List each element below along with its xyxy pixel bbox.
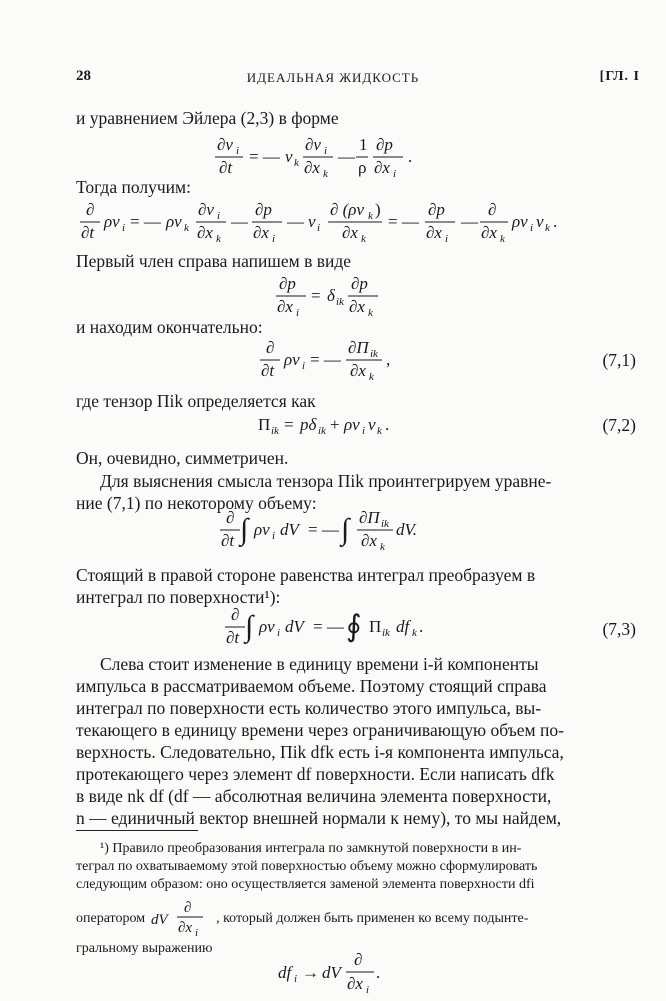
svg-text:k: k [294,157,299,169]
svg-text:i: i [317,222,321,234]
svg-text:Π: Π [258,415,271,434]
svg-text:∂x: ∂x [350,361,366,380]
svg-text:∂: ∂ [266,338,275,357]
svg-text:k: k [369,371,374,383]
svg-text:i: i [236,145,240,157]
svg-text:∂v: ∂v [198,200,214,219]
svg-text:k: k [545,222,550,234]
svg-text:ik: ik [318,425,326,437]
svg-text:= —: = — [249,147,280,166]
svg-text:∮: ∮ [346,610,362,643]
footnote-l3: следующим образом: оно осуществляется заменой элемента поверхности dfi [76,877,535,892]
svg-text:.: . [553,212,558,231]
running-head: ИДЕАЛЬНАЯ ЖИДКОСТЬ [246,70,420,85]
svg-text:∂: ∂ [86,200,95,219]
equation-number-7-2: (7,2) [602,415,636,435]
svg-text:k: k [216,233,221,245]
svg-text:i: i [324,145,328,157]
paragraph-euler-intro: и уравнением Эйлера (2,3) в форме [76,108,339,128]
svg-text:∂t: ∂t [81,223,95,242]
paragraph-explanation-l6: протекающего через элемент df поверхности. Если написать dfk [76,764,555,784]
operator-dv-d-dx [151,900,211,938]
svg-text:δ: δ [327,286,335,305]
svg-text:k: k [323,168,328,180]
footnote-l4-prefix: оператором [76,911,146,927]
svg-text:∂: ∂ [231,605,240,624]
paragraph-transform-l2: интеграл по поверхности¹): [76,587,281,607]
svg-text:∂x: ∂x [481,223,497,242]
svg-text:k: k [412,627,417,639]
svg-text:∂x: ∂x [374,158,390,177]
svg-text:k: k [377,425,382,437]
page-number: 28 [76,68,91,84]
svg-text:∂x: ∂x [361,531,377,550]
svg-text:∂t: ∂t [221,531,235,550]
svg-text:∂v: ∂v [217,135,233,154]
paragraph-explanation-l1: Слева стоит изменение в единицу времени i-й компоненты [100,654,539,674]
svg-text:—: — [231,212,248,231]
svg-text:ik: ik [382,627,390,639]
svg-text:∂: ∂ [183,900,192,916]
svg-text:dV: dV [150,912,168,928]
svg-text:k: k [500,233,505,245]
svg-text:= —: = — [388,212,419,231]
svg-text:∂: ∂ [488,200,497,219]
svg-text:.: . [408,147,413,166]
svg-text:= —: = — [130,212,161,231]
svg-text:∂x: ∂x [177,920,192,936]
svg-text:∂x: ∂x [277,297,293,316]
paragraph-first-term: Первый член справа напишем в виде [76,251,352,271]
paragraph-explanation-l4: текающего в единицу времени через ограничивающую объем по- [76,720,564,740]
equation-7-2 [0,410,666,445]
footnote-l4 [76,900,528,938]
equation-7-1 [0,338,666,389]
paragraph-explanation-l2: импульса в рассматриваемом объеме. Поэтому стоящий справа [76,676,547,696]
svg-text:i: i [294,973,298,985]
paragraph-finally: и находим окончательно: [76,317,263,337]
footnote-l1: ¹) Правило преобразования интеграла по замкнутой поверхности в ин- [100,841,522,856]
svg-text:∂: ∂ [226,508,235,527]
svg-text:k: k [361,233,366,245]
svg-text:∂t: ∂t [226,628,240,647]
footnote-rule [76,830,198,831]
svg-text:→: → [302,963,319,982]
svg-text:1: 1 [359,135,368,154]
svg-text:—: — [287,212,304,231]
svg-text:i: i [296,307,300,319]
svg-text:+: + [330,415,340,434]
paragraph-explanation-l7: в виде nk df (df — абсолютная величина элемента поверхности, [76,786,552,806]
svg-text:∂p: ∂p [428,200,445,219]
footnote-l5: гральному выражению [76,941,213,956]
svg-text:—: — [461,212,478,231]
equation-momentum-derivation [76,200,596,251]
svg-text:∂p: ∂p [279,274,296,293]
svg-text:∫: ∫ [240,513,249,546]
svg-text:∂x: ∂x [253,223,269,242]
svg-text:ik: ik [381,518,389,530]
svg-text:= —: = — [310,350,341,369]
equation-number-7-1: (7,1) [602,350,636,370]
paragraph-transform-l1: Стоящий в правой стороне равенства интеграл преобразуем в [76,565,536,585]
svg-text:ρv: ρv [166,212,182,231]
svg-text:,: , [386,350,391,369]
svg-text:v: v [285,147,293,166]
svg-text:v: v [536,212,544,231]
svg-text:∂Π: ∂Π [359,508,380,527]
svg-text:∂v: ∂v [305,135,321,154]
svg-text:i: i [366,984,370,996]
svg-text:i: i [272,530,276,542]
svg-text:= —: = — [308,520,339,539]
svg-text:i: i [277,627,281,639]
footnote-l2: теграл по охватываемому этой поверхностью объему можно сформулировать [76,859,538,874]
svg-text:ρ: ρ [358,158,367,177]
svg-text:.: . [376,963,381,982]
paragraph-integrate-l2: ние (7,1) по некоторому объему: [76,493,317,513]
svg-text:∂t: ∂t [261,361,275,380]
paragraph-integrate-l1: Для выяснения смысла тензора Πik проинтегрируем уравне- [100,471,552,491]
svg-text:∂x: ∂x [342,223,358,242]
svg-text:ik: ik [271,425,279,437]
svg-text:v: v [368,415,376,434]
svg-text:k: k [368,210,373,222]
svg-text:dV: dV [322,963,341,982]
svg-text:∂x: ∂x [426,223,442,242]
svg-text:ρv: ρv [259,617,275,636]
svg-text:= —: = — [313,617,344,636]
paragraph-symmetric: Он, очевидно, симметричен. [76,448,289,468]
svg-text:∂Π: ∂Π [348,338,369,357]
svg-text:=: = [284,415,294,434]
svg-text:k: k [380,541,385,553]
svg-text:i: i [362,425,366,437]
svg-text:∫: ∫ [341,513,350,546]
equation-footnote-operator [0,950,666,1001]
svg-text:ρv: ρv [104,212,120,231]
svg-text:i: i [194,927,198,939]
svg-text:k: k [368,307,373,319]
svg-text:∂ (ρv: ∂ (ρv [330,200,365,219]
svg-text:pδ: pδ [300,415,317,434]
svg-text:df: df [278,963,292,982]
svg-text:v: v [308,212,316,231]
svg-text:∫: ∫ [245,610,254,643]
svg-text:ρv: ρv [512,212,528,231]
paragraph-explanation-l5: верхность. Следовательно, Πik dfk есть i-я компонента импульса, [76,742,564,762]
svg-text:∂t: ∂t [219,158,233,177]
svg-text:∂x: ∂x [304,158,320,177]
svg-text:∂p: ∂p [376,135,393,154]
svg-text:ρv: ρv [344,415,360,434]
svg-text:∂x: ∂x [347,974,363,993]
svg-text:Π: Π [369,617,382,636]
paragraph-explanation-l8: n — единичный вектор внешней нормали к нему), то мы найдем, [76,808,562,828]
footnote-l4-suffix: , который должен быть применен ко всему подынте- [216,911,529,927]
svg-text:ρv: ρv [284,350,300,369]
svg-text:i: i [530,222,534,234]
svg-text:∂: ∂ [354,950,363,969]
svg-text:i: i [217,210,221,222]
svg-text:k: k [184,222,189,234]
svg-text:ρv: ρv [254,520,270,539]
svg-text:∂p: ∂p [351,274,368,293]
chapter-label: [ГЛ. I [599,69,640,84]
svg-text:df: df [396,617,410,636]
svg-text:ik: ik [370,348,378,360]
equation-7-3 [0,603,666,658]
paragraph-explanation-l3: интеграл по поверхности есть количество этого импульса, вы- [76,698,542,718]
svg-text:dV: dV [280,520,299,539]
svg-text:∂x: ∂x [197,223,213,242]
svg-text:∂p: ∂p [255,200,272,219]
svg-text:i: i [445,233,449,245]
equation-volume-integral [0,506,666,561]
svg-text:ik: ik [336,296,344,308]
svg-text:dV: dV [285,617,304,636]
svg-text:∂x: ∂x [349,297,365,316]
svg-text:.: . [385,415,390,434]
equation-number-7-3: (7,3) [602,619,636,639]
svg-text:—: — [338,147,355,166]
svg-text:i: i [393,168,397,180]
svg-text:=: = [311,286,321,305]
paragraph-tensor-defined: где тензор Πik определяется как [76,391,316,411]
svg-text:dV.: dV. [396,520,417,539]
svg-text:i: i [302,360,306,372]
svg-text:.: . [419,617,424,636]
svg-text:i: i [272,233,276,245]
svg-text:i: i [122,222,126,234]
svg-text:): ) [375,200,381,219]
paragraph-then: Тогда получим: [76,177,191,197]
